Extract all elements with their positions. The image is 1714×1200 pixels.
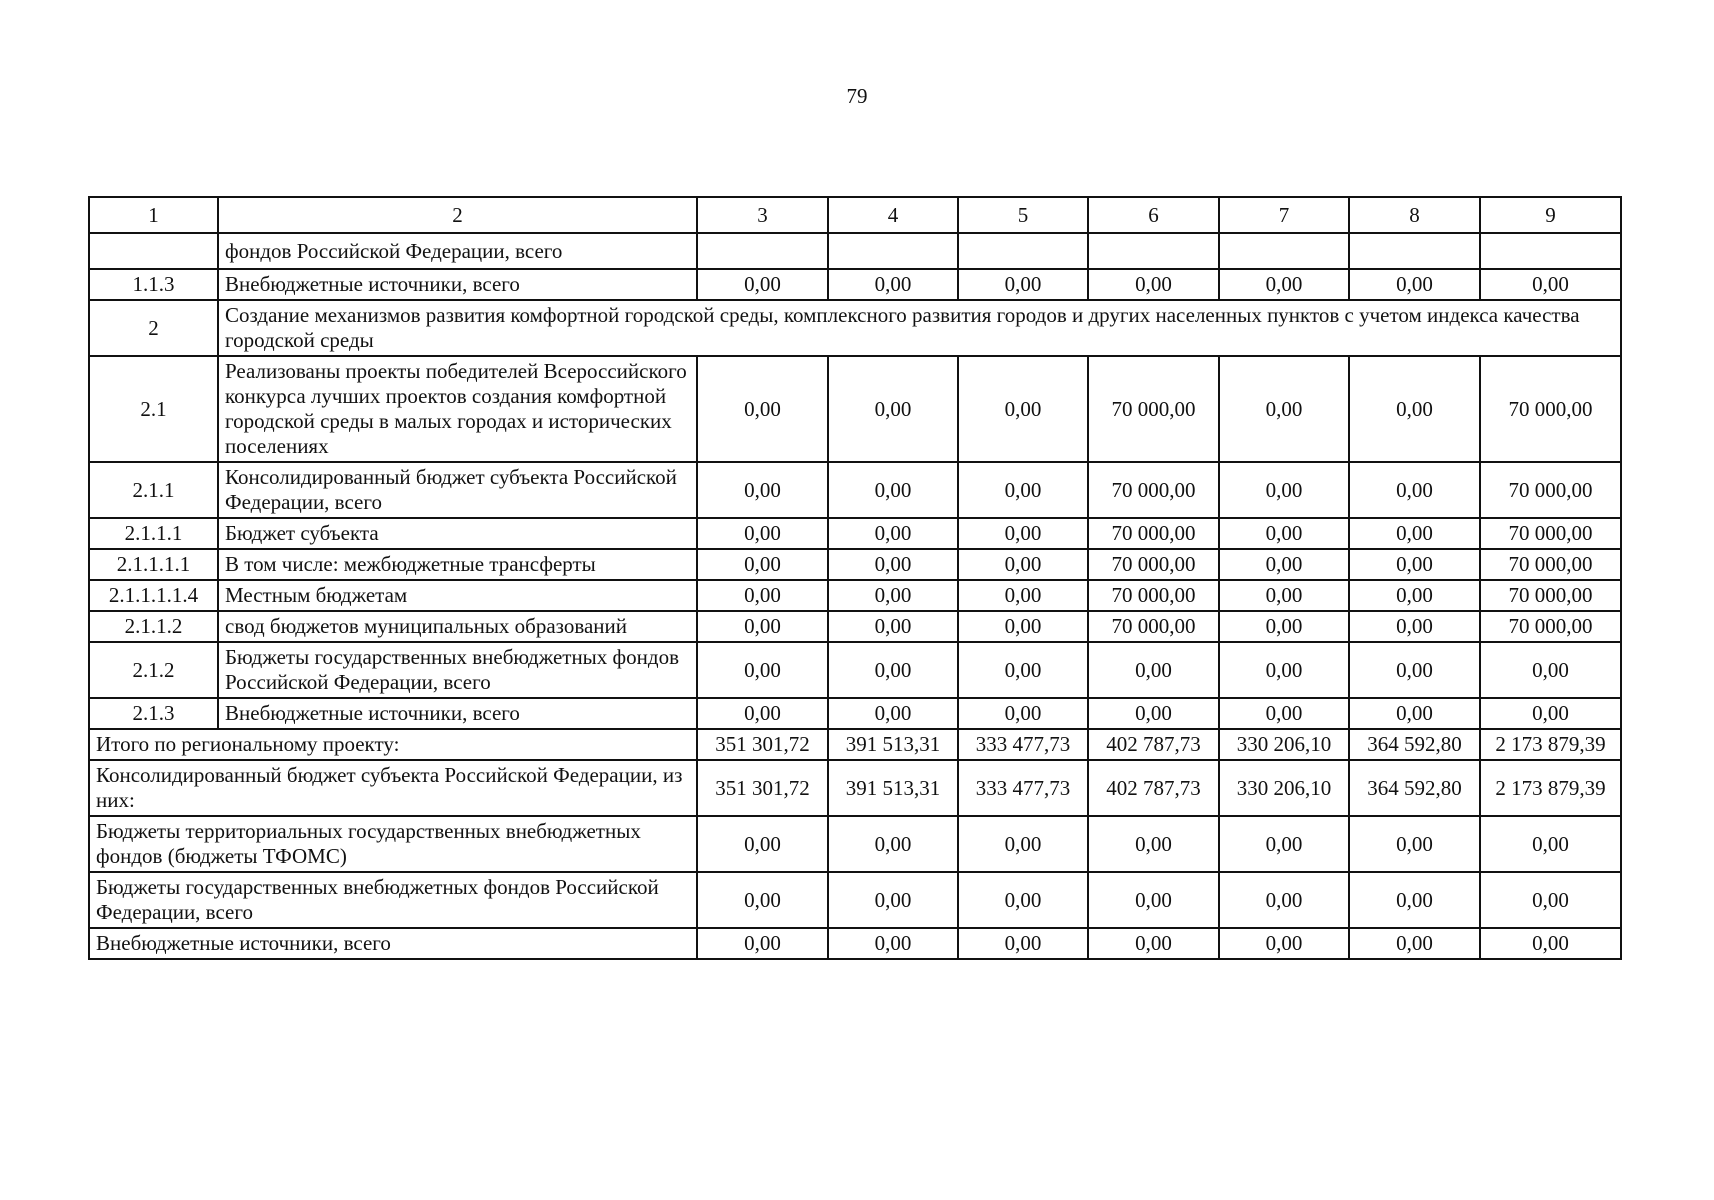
continuation-text: фондов Российской Федерации, всего — [218, 233, 697, 269]
row-code: 2.1.1.2 — [89, 611, 218, 642]
total-row — [89, 872, 1621, 928]
value-cell: 0,00 — [1219, 356, 1349, 462]
value-cell: 0,00 — [1480, 642, 1621, 698]
value-cell: 0,00 — [1219, 611, 1349, 642]
value-cell — [958, 233, 1088, 269]
value-cell: 351 301,72 — [697, 729, 828, 760]
value-cell: 0,00 — [1219, 642, 1349, 698]
value-cell: 70 000,00 — [1088, 356, 1219, 462]
value-cell: 0,00 — [1219, 269, 1349, 300]
value-cell: 2 173 879,39 — [1480, 760, 1621, 816]
continuation-row — [89, 233, 1621, 269]
value-cell: 0,00 — [697, 580, 828, 611]
value-cell: 0,00 — [958, 462, 1088, 518]
value-cell: 0,00 — [1480, 928, 1621, 959]
value-cell: 0,00 — [958, 518, 1088, 549]
value-cell: 0,00 — [828, 698, 958, 729]
column-header: 8 — [1349, 197, 1480, 233]
total-row — [89, 729, 1621, 760]
value-cell: 0,00 — [697, 518, 828, 549]
value-cell: 351 301,72 — [697, 760, 828, 816]
value-cell: 0,00 — [1219, 549, 1349, 580]
value-cell: 0,00 — [1349, 928, 1480, 959]
value-cell: 70 000,00 — [1480, 580, 1621, 611]
value-cell: 0,00 — [1219, 462, 1349, 518]
value-cell: 0,00 — [958, 611, 1088, 642]
value-cell: 70 000,00 — [1480, 356, 1621, 462]
value-cell: 391 513,31 — [828, 760, 958, 816]
total-row — [89, 928, 1621, 959]
value-cell: 70 000,00 — [1088, 518, 1219, 549]
value-cell: 0,00 — [828, 269, 958, 300]
row-code: 2.1.2 — [89, 642, 218, 698]
total-name: Итого по региональному проекту: — [89, 729, 697, 760]
value-cell: 70 000,00 — [1480, 518, 1621, 549]
value-cell: 0,00 — [958, 872, 1088, 928]
total-name: Бюджеты государственных внебюджетных фондов Российской Федерации, всего — [89, 872, 697, 928]
value-cell — [1480, 233, 1621, 269]
row-code: 2.1.3 — [89, 698, 218, 729]
row-code — [89, 233, 218, 269]
value-cell: 0,00 — [1349, 580, 1480, 611]
value-cell — [1349, 233, 1480, 269]
value-cell: 0,00 — [1349, 698, 1480, 729]
row-code: 2.1.1 — [89, 462, 218, 518]
row-code: 2.1.1.1.1.4 — [89, 580, 218, 611]
row-name: Бюджет субъекта — [218, 518, 697, 549]
total-name: Бюджеты территориальных государственных внебюджетных фондов (бюджеты ТФОМС) — [89, 816, 697, 872]
value-cell: 0,00 — [958, 269, 1088, 300]
value-cell: 391 513,31 — [828, 729, 958, 760]
value-cell: 0,00 — [1480, 698, 1621, 729]
value-cell: 0,00 — [1349, 462, 1480, 518]
table-row — [89, 269, 1621, 300]
value-cell: 0,00 — [958, 356, 1088, 462]
column-header: 6 — [1088, 197, 1219, 233]
value-cell: 0,00 — [1480, 816, 1621, 872]
column-header: 3 — [697, 197, 828, 233]
value-cell: 0,00 — [828, 928, 958, 959]
budget-table — [88, 196, 1622, 960]
column-header: 7 — [1219, 197, 1349, 233]
value-cell: 0,00 — [1349, 269, 1480, 300]
value-cell: 0,00 — [697, 642, 828, 698]
value-cell: 0,00 — [958, 549, 1088, 580]
row-code: 2.1 — [89, 356, 218, 462]
section-title: Создание механизмов развития комфортной городской среды, комплексного развития городов и других населенных пунктов с учетом индекса качества городской среды — [218, 300, 1621, 356]
total-name: Внебюджетные источники, всего — [89, 928, 697, 959]
value-cell: 0,00 — [1349, 642, 1480, 698]
value-cell: 0,00 — [958, 580, 1088, 611]
value-cell: 0,00 — [1349, 549, 1480, 580]
value-cell: 364 592,80 — [1349, 729, 1480, 760]
row-name: Внебюджетные источники, всего — [218, 269, 697, 300]
row-name: Консолидированный бюджет субъекта Российской Федерации, всего — [218, 462, 697, 518]
value-cell: 0,00 — [828, 642, 958, 698]
value-cell: 0,00 — [1088, 698, 1219, 729]
value-cell: 0,00 — [697, 928, 828, 959]
table-row — [89, 356, 1621, 462]
value-cell: 0,00 — [697, 356, 828, 462]
value-cell: 402 787,73 — [1088, 729, 1219, 760]
value-cell: 70 000,00 — [1088, 580, 1219, 611]
column-header: 9 — [1480, 197, 1621, 233]
row-name: Внебюджетные источники, всего — [218, 698, 697, 729]
value-cell: 0,00 — [1219, 580, 1349, 611]
value-cell: 0,00 — [697, 269, 828, 300]
row-code: 2.1.1.1.1 — [89, 549, 218, 580]
value-cell: 402 787,73 — [1088, 760, 1219, 816]
table-row — [89, 462, 1621, 518]
value-cell: 0,00 — [697, 816, 828, 872]
row-name: Местным бюджетам — [218, 580, 697, 611]
row-name: свод бюджетов муниципальных образований — [218, 611, 697, 642]
value-cell: 0,00 — [828, 549, 958, 580]
value-cell: 0,00 — [1088, 642, 1219, 698]
value-cell: 0,00 — [1349, 816, 1480, 872]
column-header: 1 — [89, 197, 218, 233]
value-cell: 0,00 — [958, 928, 1088, 959]
value-cell: 0,00 — [1219, 928, 1349, 959]
value-cell — [697, 233, 828, 269]
value-cell: 0,00 — [1088, 872, 1219, 928]
value-cell: 0,00 — [958, 642, 1088, 698]
table-row — [89, 611, 1621, 642]
value-cell: 70 000,00 — [1088, 462, 1219, 518]
value-cell: 0,00 — [828, 580, 958, 611]
value-cell: 0,00 — [1219, 816, 1349, 872]
value-cell: 0,00 — [1219, 872, 1349, 928]
value-cell: 0,00 — [697, 872, 828, 928]
value-cell: 0,00 — [1088, 269, 1219, 300]
value-cell: 0,00 — [1349, 611, 1480, 642]
row-name: Бюджеты государственных внебюджетных фондов Российской Федерации, всего — [218, 642, 697, 698]
value-cell: 0,00 — [1088, 928, 1219, 959]
value-cell: 0,00 — [1088, 816, 1219, 872]
column-header: 5 — [958, 197, 1088, 233]
row-code: 1.1.3 — [89, 269, 218, 300]
column-header: 4 — [828, 197, 958, 233]
value-cell: 70 000,00 — [1088, 611, 1219, 642]
table-row — [89, 698, 1621, 729]
total-row — [89, 816, 1621, 872]
row-name: Реализованы проекты победителей Всероссийского конкурса лучших проектов создания комфортной городской среды в малых городах и исторических поселениях — [218, 356, 697, 462]
value-cell: 0,00 — [1349, 872, 1480, 928]
value-cell: 0,00 — [828, 816, 958, 872]
value-cell: 330 206,10 — [1219, 729, 1349, 760]
header-row — [89, 197, 1621, 233]
column-header: 2 — [218, 197, 697, 233]
value-cell: 333 477,73 — [958, 760, 1088, 816]
value-cell: 70 000,00 — [1480, 611, 1621, 642]
row-name: В том числе: межбюджетные трансферты — [218, 549, 697, 580]
table-row — [89, 580, 1621, 611]
total-name: Консолидированный бюджет субъекта Российской Федерации, из них: — [89, 760, 697, 816]
value-cell: 0,00 — [697, 462, 828, 518]
value-cell — [828, 233, 958, 269]
table-body — [89, 197, 1621, 959]
value-cell: 0,00 — [697, 698, 828, 729]
value-cell — [1219, 233, 1349, 269]
table-row — [89, 518, 1621, 549]
value-cell: 0,00 — [1480, 269, 1621, 300]
value-cell: 0,00 — [1349, 356, 1480, 462]
value-cell: 0,00 — [828, 611, 958, 642]
value-cell: 0,00 — [1480, 872, 1621, 928]
value-cell: 0,00 — [828, 872, 958, 928]
value-cell: 70 000,00 — [1480, 462, 1621, 518]
value-cell: 330 206,10 — [1219, 760, 1349, 816]
value-cell: 333 477,73 — [958, 729, 1088, 760]
value-cell: 0,00 — [958, 816, 1088, 872]
table-row — [89, 642, 1621, 698]
total-row — [89, 760, 1621, 816]
page-number: 79 — [846, 84, 868, 108]
value-cell: 0,00 — [697, 549, 828, 580]
value-cell: 364 592,80 — [1349, 760, 1480, 816]
value-cell: 0,00 — [1219, 518, 1349, 549]
section-row — [89, 300, 1621, 356]
value-cell: 2 173 879,39 — [1480, 729, 1621, 760]
value-cell: 0,00 — [828, 356, 958, 462]
row-code: 2.1.1.1 — [89, 518, 218, 549]
value-cell: 0,00 — [697, 611, 828, 642]
value-cell: 0,00 — [958, 698, 1088, 729]
value-cell: 70 000,00 — [1088, 549, 1219, 580]
row-code: 2 — [89, 300, 218, 356]
value-cell: 70 000,00 — [1480, 549, 1621, 580]
value-cell: 0,00 — [828, 518, 958, 549]
table-row — [89, 549, 1621, 580]
value-cell — [1088, 233, 1219, 269]
value-cell: 0,00 — [828, 462, 958, 518]
value-cell: 0,00 — [1219, 698, 1349, 729]
value-cell: 0,00 — [1349, 518, 1480, 549]
